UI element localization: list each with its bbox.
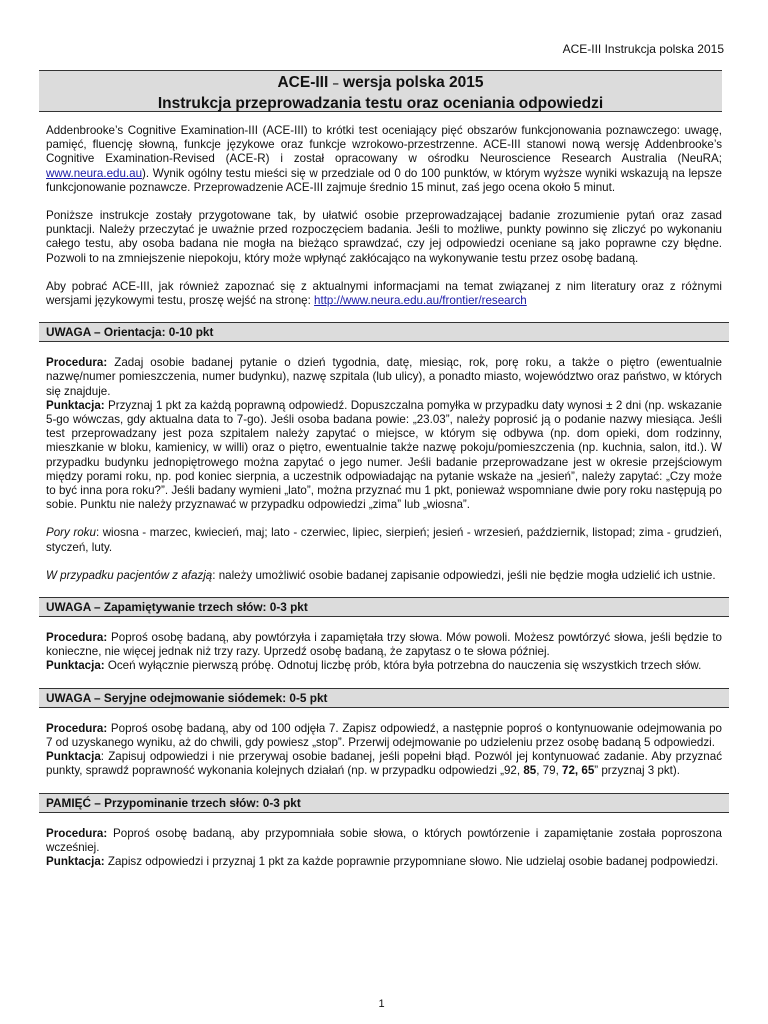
document-title: ACE-III – wersja polska 2015 — [277, 74, 484, 91]
registration-scoring: Punktacja: Oceń wyłącznie pierwszą próbę. Odnotuj liczbę prób, która była potrzebna do nauczenia się wszystkich trzech słów. — [46, 659, 702, 673]
orientation-aphasia-note: W przypadku pacjentów z afazją: należy umożliwić osobie badanej zapisanie odpowiedzi, jeśli nie będzie mogła udzielić ich ustnie. — [46, 568, 716, 582]
neura-research-link[interactable]: http://www.neura.edu.au/frontier/research — [314, 294, 527, 308]
orientation-seasons: Pory roku: wiosna - marzec, kwiecień, maj; lato - czerwiec, lipiec, sierpień; jesień - wrzesień, październik, listopad; zima - grudzień, styczeń, luty. — [46, 526, 723, 554]
running-header: ACE-III Instrukcja polska 2015 — [562, 42, 724, 56]
document-subtitle: Instrukcja przeprowadzania testu oraz oceniania odpowiedzi — [157, 95, 604, 112]
document-body — [46, 124, 722, 883]
recall-scoring: Punktacja: Zapisz odpowiedzi i przyznaj 1 pkt za każde poprawnie przypomniane słowo. Nie udzielaj osobie badanej podpowiedzi. — [46, 854, 719, 868]
neura-link[interactable]: www.neura.edu.au — [46, 166, 143, 180]
section-header-registration: UWAGA – Zapamiętywanie trzech słów: 0-3 pkt — [39, 597, 729, 617]
serial-sevens-procedure: Procedura: Poproś osobę badaną, aby od 100 odjęła 7. Zapisz odpowiedź, a następnie poproś o kontynuowanie odejmowania po 7 od uzyskanego wyniku, aż do chwili, gdy powiesz „stop”. Przerwij odejmowanie po udzieleniu przez osobę badaną 5 odpowiedzi. — [46, 721, 722, 749]
section-header-recall: PAMIĘĆ – Przypominanie trzech słów: 0-3 pkt — [39, 793, 729, 813]
intro-paragraph-1: Addenbrooke’s Cognitive Examination-III (ACE-III) to krótki test oceniający pięć obszarów funkcjonowania poznawczego: uwagę, pamięć, fluencję słowną, funkcje językowe oraz funkcje wzrokowo-przestrzenne. ACE-III stanowi nową wersję Addenbrooke’s Cognitive Examination-Revised (ACE-R) i został opracowany w ośrodku Neuroscience Research Australia (NeuRA; www.neura.edu.au). Wynik ogólny testu mieści się w przedziale od 0 do 100 punktów, w którym wyższe wyniki wskazują na lepsze funkcjonowanie poznawcze. Przeprowadzenie ACE-III zajmuje średnio 15 minut, zaś jego ocena około 5 minut. — [46, 124, 722, 194]
orientation-procedure: Procedura: Zadaj osobie badanej pytanie o dzień tygodnia, datę, miesiąc, rok, porę roku, a także o piętro (ewentualnie nazwę/numer pomieszczenia, numer budynku), nazwę szpitala (lub ulicy), a ponadto miasto, województwo oraz państwo, w których się znajduje. — [46, 356, 722, 398]
intro-paragraph-2: Poniższe instrukcje zostały przygotowane tak, by ułatwić osobie przeprowadzającej badanie zrozumienie pytań oraz zasad punktacji. Należy przeczytać je uważnie przed rozpoczęciem badania. Jeśli to możliwe, punkty powinno się zliczyć po wykonaniu całego testu, aby osoba badana nie mogła na bieżąco sprawdzać, czy jej odpowiedzi oceniane są jako poprawne czy błędne. Pozwoli to na zmniejszenie niepokoju, który może wpłynąć zakłócająco na wykonywanie testu przez osobę badaną. — [46, 209, 722, 265]
document-page — [39, 0, 724, 1024]
title-box — [39, 70, 722, 112]
recall-procedure: Procedura: Poproś osobę badaną, aby przypomniała sobie słowa, o których powtórzenie i zapamiętanie została poproszona wcześniej. — [46, 826, 722, 854]
serial-sevens-scoring: Punktacja: Zapisuj odpowiedzi i nie przerywaj osobie badanej, jeśli popełni błąd. Pozwól jej kontynuować zadanie. Aby przyznać punkty, sprawdź poprawność wykonania kolejnych działań (np. w przypadku odpowiedzi „92, 85, 79, 72, 65” przyznaj 3 pkt). — [46, 750, 722, 778]
page-number: 1 — [378, 998, 385, 1010]
section-header-serial-sevens: UWAGA – Seryjne odejmowanie siódemek: 0-5 pkt — [39, 688, 729, 708]
orientation-scoring: Punktacja: Przyznaj 1 pkt za każdą poprawną odpowiedź. Dopuszczalna pomyłka w przypadku daty wynosi ± 2 dni (np. wskazanie 5-go wówczas, gdy aktualna data to 7-go). Jeśli osoba badana powie: „23.03”, należy poprosić ją o podanie nazwy miesiąca. Jeśli test przeprowadzany jest poza szpitalem należy zapytać o miejsce, w którym się odbywa (np. dom opieki, dom rodzinny, mieszkanie w bloku, kamienicy, w willi) oraz o piętro, ewentualnie także nazwę pokoju/pomieszczenia (np. kuchnia, salon, itd.). W przypadku budynku jednopiętrowego można zapytać o jego numer. Jeśli badanie przeprowadzane jest w okresie przejściowym między porami roku, np. pod koniec sierpnia, a uczestnik odpowiadając na pytanie wskaże na „jesień”, należy zapytać: „Czy może to być inna pora roku?”. Jeśli badany wymieni „lato”, można przyznać mu 1 pkt, ponieważ wspomniane dwie pory roku następują po sobie. Punktu nie należy przyznawać w przypadku odpowiedzi „zima” lub „wiosna”. — [46, 398, 722, 512]
registration-procedure: Procedura: Poproś osobę badaną, aby powtórzyła i zapamiętała trzy słowa. Mów powoli. Możesz powtórzyć słowa, jeśli będzie to konieczne, nie więcej jednak niż trzy razy. Uprzedź osobę badaną, że zapytasz o te słowa później. — [46, 631, 722, 659]
intro-paragraph-3: Aby pobrać ACE-III, jak również zapoznać się z aktualnymi informacjami na temat związanej z nim literatury oraz z różnymi wersjami językowymi testu, proszę wejść na stronę: http://www.neura.edu.au/frontier/research — [46, 279, 722, 308]
section-header-orientation: UWAGA – Orientacja: 0-10 pkt — [39, 322, 729, 342]
